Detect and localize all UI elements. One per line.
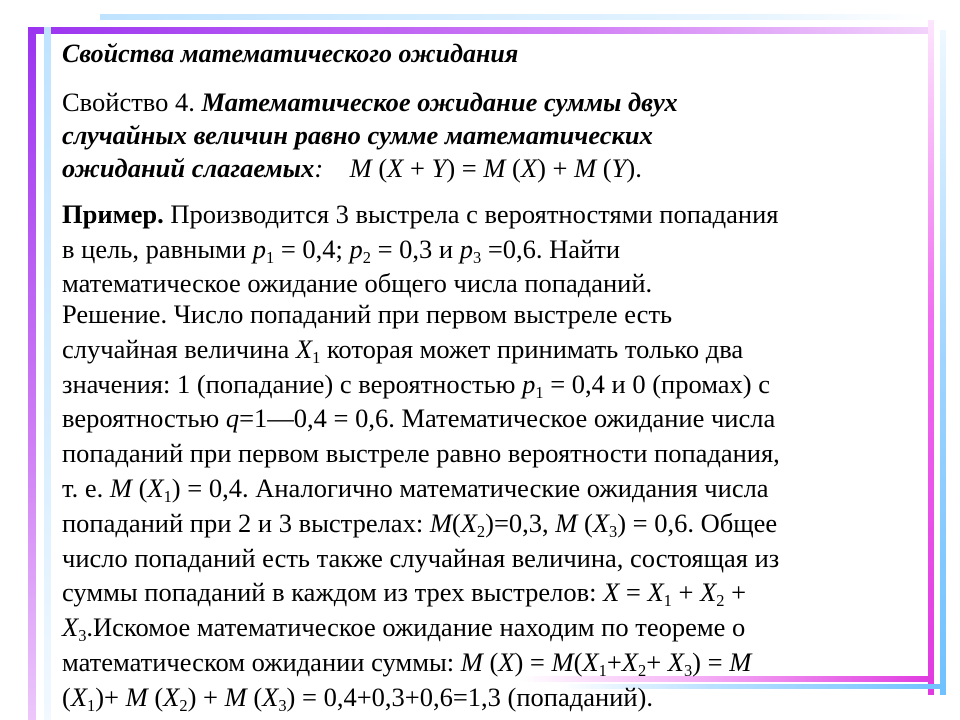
solution-line-10: $X_3.Искомое$ математическое ожидание находим по теореме о [62, 612, 746, 646]
solution-line-1: Решение. Число попаданий при первом выстреле есть [62, 299, 673, 329]
decorative-bar-left-blue [44, 27, 51, 720]
property-statement-line-1: Математическое ожидание суммы двух [201, 87, 678, 117]
property-formula: M (X + Y) = M (X) + M (Y). [349, 153, 642, 183]
decorative-bar-top-blue [100, 14, 930, 20]
decorative-bar-right-blue [940, 30, 946, 695]
solution-line-8: число попаданий есть также случайная величина, состоящая из [62, 542, 780, 573]
property-4 [62, 86, 678, 185]
solution-block [62, 297, 780, 715]
example-line-3: математическое ожидание общего числа попаданий. [62, 268, 653, 298]
slide-title: Свойства математического ожидания [62, 39, 519, 68]
solution-line-3: значения: 1 (попадание) с вероятностью $p_1 = 0,4$ и 0 (промах) с [62, 368, 771, 402]
property-statement-line-2: случайных величин равно сумме математических [62, 120, 653, 150]
decorative-bar-right-magenta [928, 20, 934, 695]
example-line-1: Производится 3 выстрела с вероятностями попадания [163, 199, 779, 229]
example-label: Пример. [62, 199, 164, 229]
solution-line-5: попаданий при первом выстреле равно вероятности попадания, [62, 438, 780, 469]
decorative-bar-left-purple [28, 27, 36, 720]
decorative-bar-top-purple [28, 27, 928, 34]
property-label: Свойство 4. [62, 87, 202, 117]
property-colon: : [314, 153, 324, 183]
solution-line-6: т. е. M $(X_1) = 0,4$. Аналогично математические ожидания числа [62, 472, 769, 506]
solution-line-9: суммы попаданий в каждом из трех выстрелов: $X = X_1 + X_2$ + [62, 577, 747, 611]
example-line-2: в цель, равными $p_1 = 0,4$; $p_2 = 0,3$ и $p_3 =0,6$. Найти [62, 233, 621, 267]
solution-line-12: $(X_1)+ M$ $(X_2) + M$ $(X_3) = 0,4+0,3+0,6=1,3$ (попаданий). [62, 681, 653, 715]
property-statement-line-3: ожиданий слагаемых [62, 153, 315, 183]
example-block [62, 197, 778, 301]
solution-line-7: попаданий при 2 и 3 выстрелах: $M(X_2)=0,3$, M $(X_3) = 0,6$. Общее [62, 507, 778, 541]
solution-line-11: математическом ожидании суммы: M $(X) = M(X_1+X_2+ X_3) = M$ [62, 646, 752, 680]
solution-line-4: вероятностью q=1—0,4 = 0,6. Математическое ожидание числа [62, 403, 776, 434]
solution-line-2: случайная величина $X_1$ которая может принимать только два [62, 333, 744, 367]
